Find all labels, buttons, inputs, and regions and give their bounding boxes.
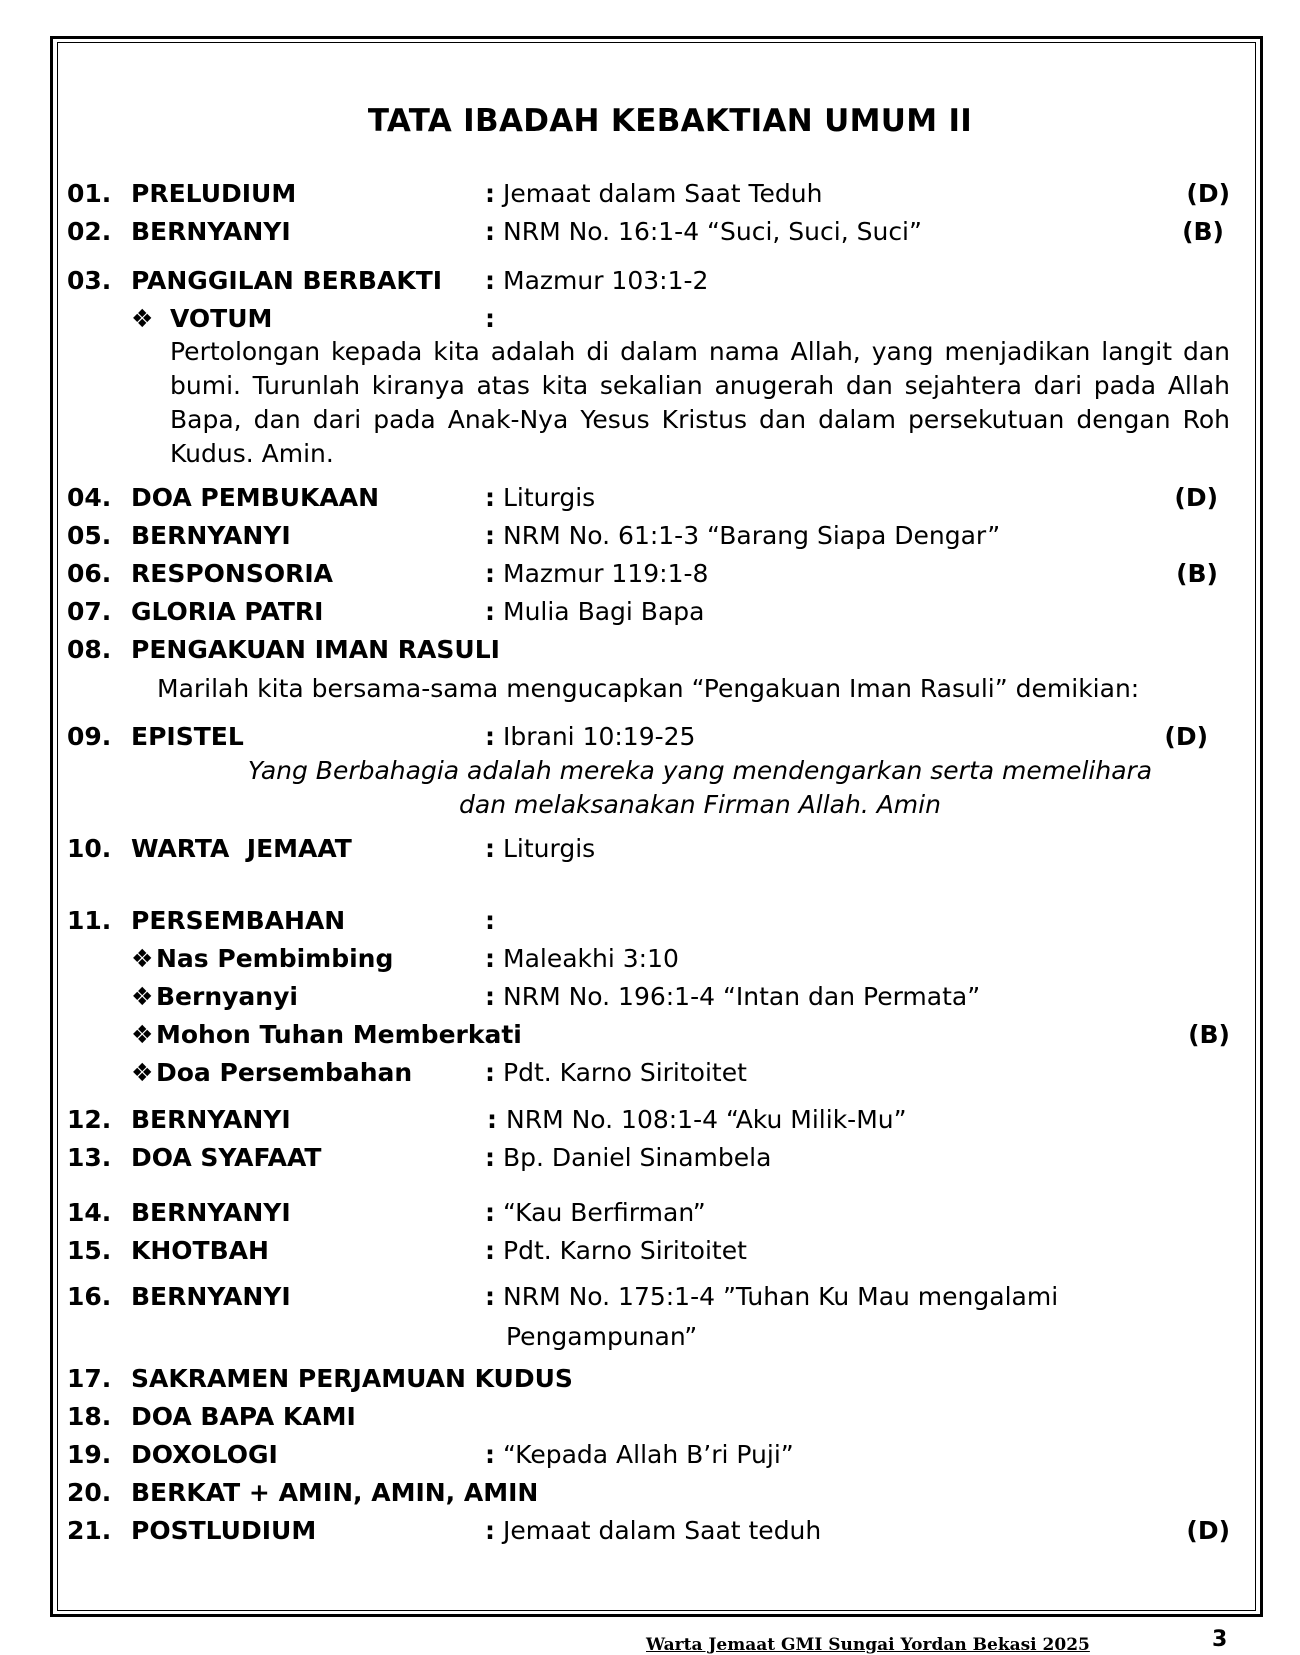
item-colon: : xyxy=(485,179,495,208)
sub-item-label: Bernyanyi xyxy=(156,982,298,1011)
item-value: “Kepada Allah B’ri Puji” xyxy=(503,1440,794,1469)
item-number: 17. xyxy=(67,1364,112,1393)
role-code: (D) xyxy=(1174,483,1218,512)
item-number: 13. xyxy=(67,1143,112,1172)
list-item xyxy=(0,595,1300,629)
diamond-icon: ❖ xyxy=(131,944,154,973)
item-value: Mazmur 119:1-8 xyxy=(503,559,709,588)
item-number: 12. xyxy=(67,1105,112,1134)
item-colon: : xyxy=(485,1282,495,1311)
page-number: 3 xyxy=(1212,1627,1228,1652)
item-number: 19. xyxy=(67,1440,112,1469)
list-item xyxy=(0,904,1300,938)
item-label: KHOTBAH xyxy=(131,1236,269,1265)
list-item xyxy=(0,177,1300,211)
sub-item xyxy=(0,1018,1300,1052)
item-colon: : xyxy=(485,1440,495,1469)
item-label: SAKRAMEN PERJAMUAN KUDUS xyxy=(131,1364,573,1393)
item-label: EPISTEL xyxy=(131,722,244,751)
item-number: 10. xyxy=(67,834,112,863)
list-item xyxy=(0,264,1300,298)
list-item-continuation xyxy=(0,1320,1300,1354)
item-number: 02. xyxy=(67,217,112,246)
item-number: 21. xyxy=(67,1516,112,1545)
list-item xyxy=(0,1476,1300,1510)
item-label: BERNYANYI xyxy=(131,1105,291,1134)
item-colon: : xyxy=(485,1198,495,1227)
list-item xyxy=(0,1103,1300,1137)
item-value: Liturgis xyxy=(503,483,596,512)
list-item xyxy=(0,1362,1300,1396)
item-value: Liturgis xyxy=(503,834,596,863)
item-number: 16. xyxy=(67,1282,112,1311)
item-colon: : xyxy=(485,483,495,512)
item-number: 20. xyxy=(67,1478,112,1507)
item-number: 03. xyxy=(67,266,112,295)
item-value: NRM No. 16:1-4 “Suci, Suci, Suci” xyxy=(503,217,922,246)
item-label: PERSEMBAHAN xyxy=(131,906,346,935)
item-colon: : xyxy=(487,1105,497,1134)
item-label: BERNYANYI xyxy=(131,1198,291,1227)
item-number: 08. xyxy=(67,635,112,664)
item-number: 14. xyxy=(67,1198,112,1227)
sub-item xyxy=(0,980,1300,1014)
item-value: NRM No. 61:1-3 “Barang Siapa Dengar” xyxy=(503,521,1001,550)
item-value: NRM No. 196:1-4 “Intan dan Permata” xyxy=(503,982,981,1011)
role-code: (D) xyxy=(1186,179,1230,208)
item-label: GLORIA PATRI xyxy=(131,597,324,626)
item-value: Pdt. Karno Siritoitet xyxy=(503,1236,747,1265)
item-value: Pengampunan” xyxy=(506,1322,698,1351)
diamond-icon: ❖ xyxy=(131,304,154,333)
item-value: Maleakhi 3:10 xyxy=(503,944,679,973)
item-label: DOXOLOGI xyxy=(131,1440,278,1469)
item-label: PRELUDIUM xyxy=(131,179,297,208)
role-code: (D) xyxy=(1164,722,1208,751)
item-value: Mazmur 103:1-2 xyxy=(503,266,709,295)
item-label: RESPONSORIA xyxy=(131,559,333,588)
diamond-icon: ❖ xyxy=(131,1058,154,1087)
page-title: TATA IBADAH KEBAKTIAN UMUM II xyxy=(367,103,973,139)
item-value: Mulia Bagi Bapa xyxy=(503,597,705,626)
footer-text: Warta Jemaat GMI Sungai Yordan Bekasi 2025 xyxy=(646,1635,1090,1655)
list-item xyxy=(0,1438,1300,1472)
item-value: Bp. Daniel Sinambela xyxy=(503,1143,772,1172)
item-value: Jemaat dalam Saat Teduh xyxy=(503,179,823,208)
list-item xyxy=(0,481,1300,515)
item-colon: : xyxy=(485,266,495,295)
item-colon: : xyxy=(485,906,495,935)
item-colon: : xyxy=(485,722,495,751)
item-number: 05. xyxy=(67,521,112,550)
item-label: DOA PEMBUKAAN xyxy=(131,483,380,512)
diamond-icon: ❖ xyxy=(131,1020,154,1049)
list-item xyxy=(0,633,1300,667)
item-number: 09. xyxy=(67,722,112,751)
role-code: (B) xyxy=(1188,1020,1230,1049)
item-colon: : xyxy=(485,944,495,973)
item-number: 07. xyxy=(67,597,112,626)
item-value: NRM No. 175:1-4 ”Tuhan Ku Mau mengalami xyxy=(503,1282,1059,1311)
role-code: (B) xyxy=(1182,217,1224,246)
item-colon: : xyxy=(485,521,495,550)
item-number: 15. xyxy=(67,1236,112,1265)
item-colon: : xyxy=(485,982,495,1011)
sub-item-label: Nas Pembimbing xyxy=(156,944,394,973)
italic-text-line: Yang Berbahagia adalah mereka yang mendengarkan serta memelihara xyxy=(247,756,1153,785)
item-label: DOA SYAFAAT xyxy=(131,1143,322,1172)
role-code: (D) xyxy=(1186,1516,1230,1545)
list-item xyxy=(0,1400,1300,1434)
list-item xyxy=(0,832,1300,866)
list-item xyxy=(0,1514,1300,1548)
item-colon: : xyxy=(485,597,495,626)
italic-text-line: dan melaksanakan Firman Allah. Amin xyxy=(459,790,941,819)
item-label: BERNYANYI xyxy=(131,521,291,550)
item-text: Marilah kita bersama-sama mengucapkan “Pengakuan Iman Rasuli” demikian: xyxy=(157,674,1140,703)
item-number: 11. xyxy=(67,906,112,935)
item-label: WARTA JEMAAT xyxy=(131,834,352,863)
list-item xyxy=(0,1234,1300,1268)
item-label: BERKAT + AMIN, AMIN, AMIN xyxy=(131,1478,539,1507)
item-colon: : xyxy=(485,1058,495,1087)
item-value: Pdt. Karno Siritoitet xyxy=(503,1058,747,1087)
item-colon: : xyxy=(485,1143,495,1172)
list-item xyxy=(0,519,1300,553)
item-label: DOA BAPA KAMI xyxy=(131,1402,356,1431)
item-colon: : xyxy=(485,834,495,863)
sub-item-label: Mohon Tuhan Memberkati xyxy=(156,1020,522,1049)
list-item xyxy=(0,1196,1300,1230)
votum-row xyxy=(0,302,1300,336)
item-label: POSTLUDIUM xyxy=(131,1516,317,1545)
item-value: Ibrani 10:19-25 xyxy=(503,722,696,751)
item-colon: : xyxy=(485,1516,495,1545)
sub-item-label: Doa Persembahan xyxy=(156,1058,413,1087)
item-colon: : xyxy=(485,304,495,333)
item-label: BERNYANYI xyxy=(131,1282,291,1311)
item-number: 18. xyxy=(67,1402,112,1431)
list-item xyxy=(0,1280,1300,1314)
item-number: 04. xyxy=(67,483,112,512)
item-colon: : xyxy=(485,217,495,246)
item-number: 06. xyxy=(67,559,112,588)
diamond-icon: ❖ xyxy=(131,982,154,1011)
votum-label: VOTUM xyxy=(170,304,273,333)
item-value: Jemaat dalam Saat teduh xyxy=(503,1516,822,1545)
list-item xyxy=(0,720,1300,754)
sub-item xyxy=(0,1056,1300,1090)
sub-item xyxy=(0,942,1300,976)
votum-text: Pertolongan kepada kita adalah di dalam nama Allah, yang menjadikan langit dan bumi. Turunlah kiranya atas kita sekalian anugerah dan sejahtera dari pada Allah Bapa, dan dari pada Anak-Nya Yesus Kristus dan dalam persekutuan dengan Roh Kudus. Amin. xyxy=(170,337,1230,468)
item-label: PENGAKUAN IMAN RASULI xyxy=(131,635,500,664)
item-label: PANGGILAN BERBAKTI xyxy=(131,266,443,295)
list-item xyxy=(0,557,1300,591)
list-item xyxy=(0,1141,1300,1175)
role-code: (B) xyxy=(1176,559,1218,588)
list-item xyxy=(0,215,1300,249)
item-value: NRM No. 108:1-4 “Aku Milik-Mu” xyxy=(506,1105,907,1134)
item-colon: : xyxy=(485,1236,495,1265)
item-colon: : xyxy=(485,559,495,588)
item-number: 01. xyxy=(67,179,112,208)
item-value: “Kau Berfirman” xyxy=(503,1198,706,1227)
item-label: BERNYANYI xyxy=(131,217,291,246)
